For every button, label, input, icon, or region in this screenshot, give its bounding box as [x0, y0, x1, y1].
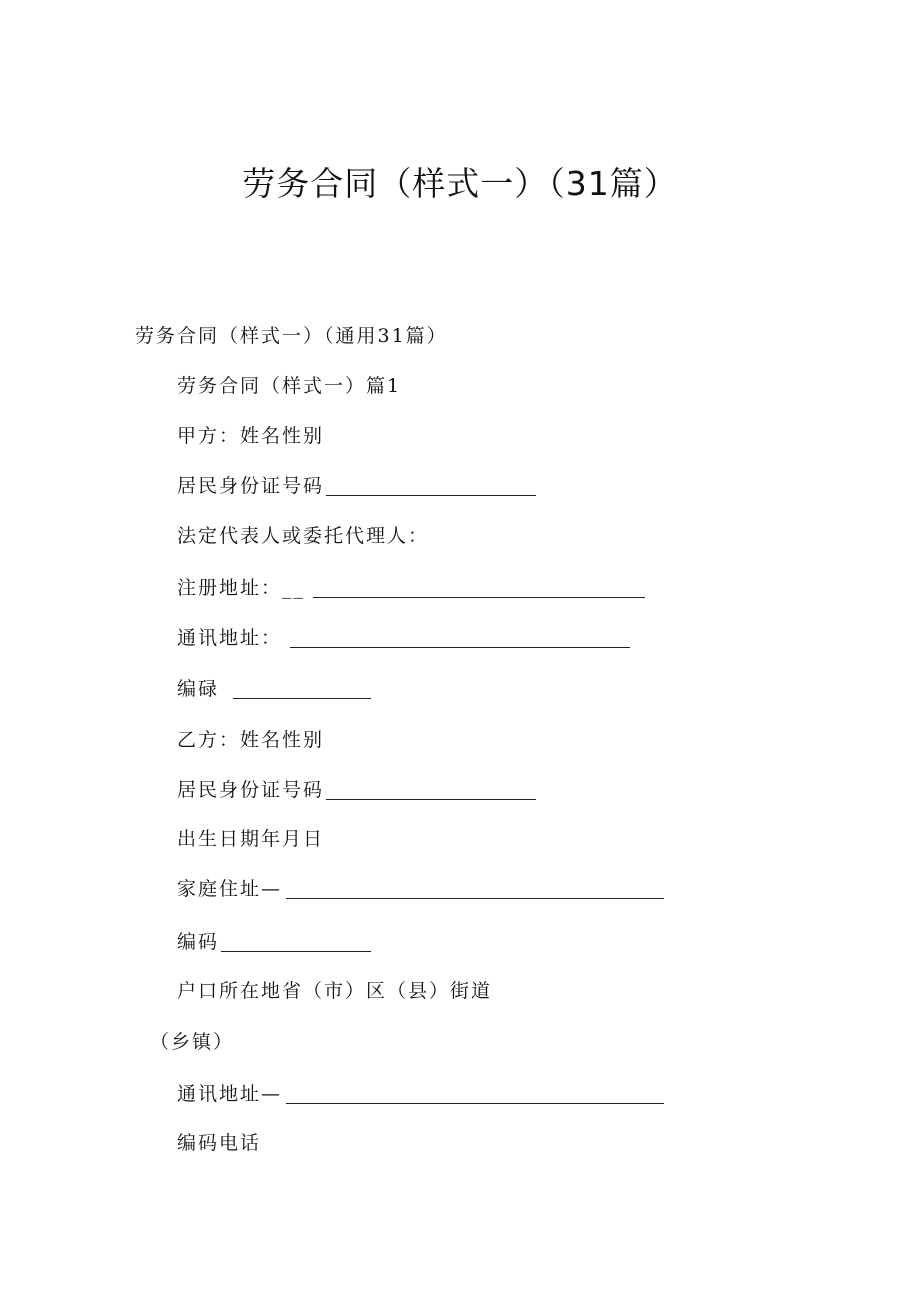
party-b-birth-label: 出生日期年月日 [177, 828, 325, 850]
party-b-hukou-label: 户口所在地省（市）区（县）街道 [177, 980, 493, 1002]
party-a-comm-address-label: 通讯地址： [177, 627, 283, 649]
party-b-comm-address-blank[interactable] [286, 1083, 664, 1104]
party-b-postcode-blank[interactable] [221, 931, 371, 952]
party-b-postcode-phone-label: 编码电话 [177, 1132, 262, 1154]
party-b-hukou-row [177, 977, 492, 1005]
party-a-reg-address-label: 注册地址： [177, 577, 283, 599]
party-a-reg-address-blank[interactable] [313, 577, 645, 598]
party-b-home-address-row [177, 875, 664, 903]
party-a-label: 甲方：姓名性别 [177, 425, 325, 447]
party-b-township-label: （乡镇） [150, 1031, 235, 1053]
subtitle-text: 劳务合同（样式一）（通用31篇） [135, 325, 448, 347]
party-b-postcode-phone-row [177, 1129, 261, 1157]
party-b-home-address-label: 家庭住址— [177, 878, 283, 900]
party-a-legal-rep-label: 法定代表人或委托代理人： [177, 525, 430, 547]
party-a-reg-address-row [177, 574, 645, 602]
party-b-row [177, 726, 324, 754]
party-b-postcode-row [177, 928, 371, 956]
party-b-id-label: 居民身份证号码 [177, 779, 325, 801]
party-b-id-row [177, 776, 536, 804]
party-b-label: 乙方：姓名性别 [177, 729, 325, 751]
party-a-comm-address-blank[interactable] [290, 627, 630, 648]
party-a-reg-address-prefix: __ [282, 577, 306, 599]
section-heading [177, 372, 401, 400]
party-a-legal-rep-row [177, 522, 429, 550]
party-b-postcode-label: 编码 [177, 931, 220, 953]
party-b-home-address-blank[interactable] [286, 878, 664, 899]
section-heading-text: 劳务合同（样式一）篇1 [177, 375, 402, 397]
party-a-id-blank[interactable] [326, 475, 536, 496]
party-a-postcode-blank[interactable] [233, 678, 371, 699]
party-a-comm-address-row [177, 624, 630, 652]
party-a-row [177, 422, 324, 450]
party-b-birth-row [177, 825, 324, 853]
party-b-comm-address-row [177, 1080, 664, 1108]
party-b-comm-address-label: 通讯地址— [177, 1083, 283, 1105]
party-b-id-blank[interactable] [326, 779, 536, 800]
party-b-township-row [150, 1028, 234, 1056]
party-a-postcode-row [177, 675, 371, 703]
document-title: 劳务合同（样式一）（31篇） [242, 164, 678, 203]
document-subtitle [135, 322, 448, 350]
party-a-postcode-label: 编碌 [177, 678, 220, 700]
party-a-id-row [177, 472, 536, 500]
party-a-id-label: 居民身份证号码 [177, 475, 325, 497]
